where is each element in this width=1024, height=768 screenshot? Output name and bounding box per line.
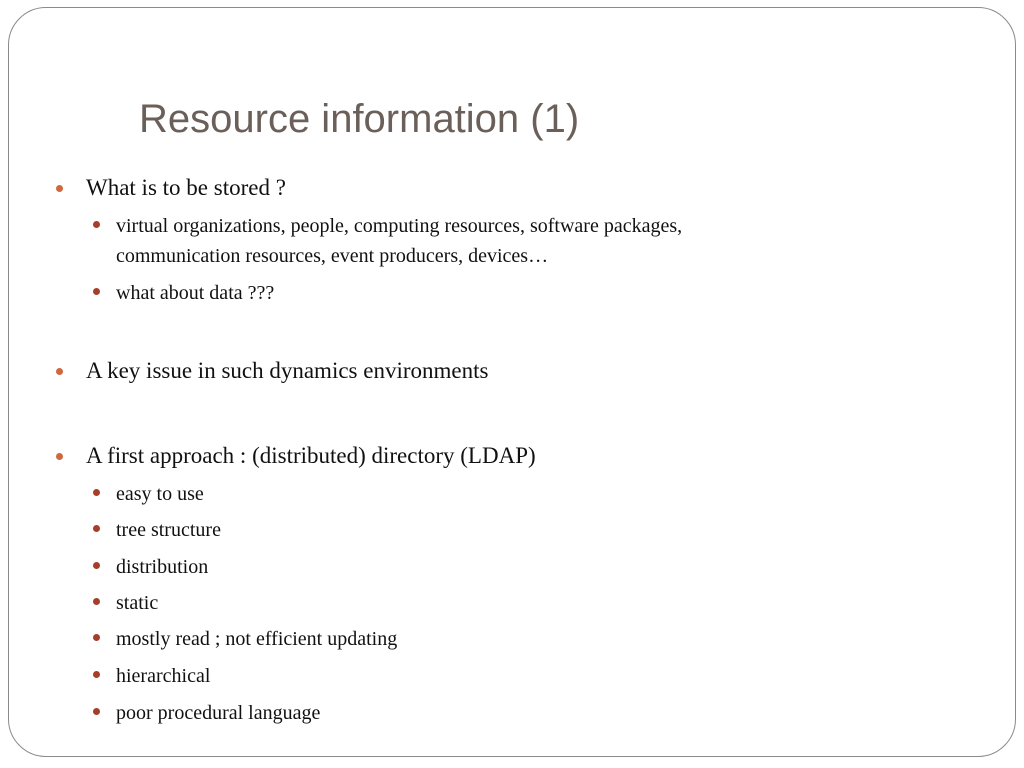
sub-bullet-text: distribution xyxy=(116,556,209,578)
sub-bullet-item xyxy=(116,588,158,618)
sub-bullet-icon xyxy=(93,221,100,228)
bullet-text: A key issue in such dynamics environments xyxy=(86,358,489,383)
sub-bullet-item xyxy=(116,624,397,654)
bullet-icon xyxy=(56,368,63,375)
sub-bullet-icon xyxy=(93,489,100,496)
sub-bullet-icon xyxy=(93,708,100,715)
bullet-text: What is to be stored ? xyxy=(86,175,286,200)
sub-bullet-text: mostly read ; not efficient updating xyxy=(116,628,398,650)
bullet-item xyxy=(86,174,286,202)
sub-bullet-item xyxy=(116,211,682,241)
sub-bullet-icon xyxy=(93,288,100,295)
slide-title: Resource information (1) xyxy=(139,97,580,141)
sub-bullet-text: easy to use xyxy=(116,483,204,505)
sub-bullet-icon xyxy=(93,671,100,678)
bullet-icon xyxy=(56,185,63,192)
bullet-item xyxy=(86,357,488,385)
sub-bullet-icon xyxy=(93,598,100,605)
sub-bullet-text: virtual organizations, people, computing resources, software packages, xyxy=(116,215,683,237)
sub-bullet-continuation xyxy=(116,241,548,271)
sub-bullet-item xyxy=(116,661,210,691)
bullet-item xyxy=(86,442,536,470)
sub-bullet-item xyxy=(116,479,204,509)
bullet-icon xyxy=(56,453,63,460)
sub-bullet-text: tree structure xyxy=(116,519,221,541)
sub-bullet-text: hierarchical xyxy=(116,665,211,687)
sub-bullet-item xyxy=(116,698,320,728)
sub-bullet-icon xyxy=(93,562,100,569)
sub-bullet-icon xyxy=(93,634,100,641)
sub-bullet-text: poor procedural language xyxy=(116,702,321,724)
sub-bullet-text: communication resources, event producers, devices… xyxy=(116,245,549,267)
bullet-text: A first approach : (distributed) directory (LDAP) xyxy=(86,443,536,468)
sub-bullet-item xyxy=(116,515,221,545)
sub-bullet-icon xyxy=(93,525,100,532)
sub-bullet-text: static xyxy=(116,592,159,614)
sub-bullet-item xyxy=(116,552,208,582)
sub-bullet-item xyxy=(116,278,274,308)
sub-bullet-text: what about data ??? xyxy=(116,282,275,304)
